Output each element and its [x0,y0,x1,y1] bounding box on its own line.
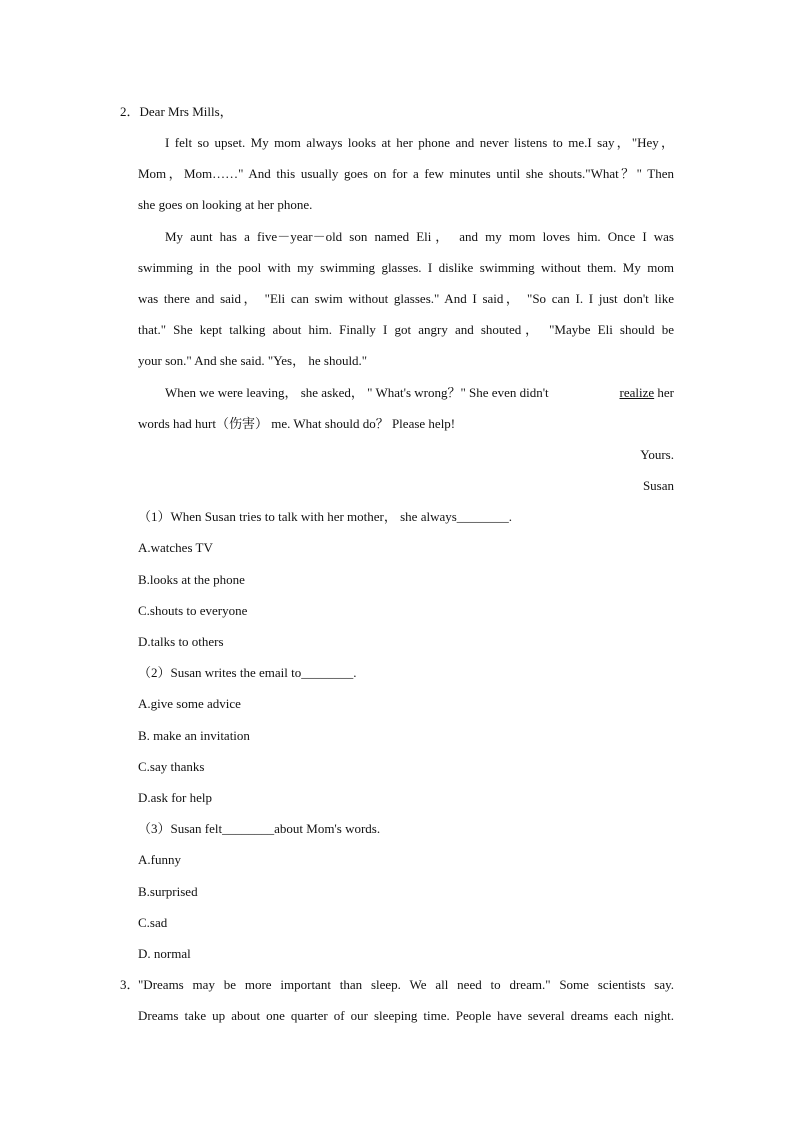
q3-option-a: A.funny [138,852,181,867]
q1-option-b: B.looks at the phone [138,572,245,587]
q2-salutation: Dear Mrs Mills， [139,104,233,119]
q1-option-c: C.shouts to everyone [138,603,248,618]
q2-option-c: C.say thanks [138,759,205,774]
letter-p2-line3: was there and said， "Eli can swim without glasses." And I said， "So can I. I just don't like [138,291,674,306]
letter-signature: Susan [642,478,674,493]
letter-p3-line2: words had hurt（伤害） me. What should do？ Please help! [138,416,456,431]
q2-number: 2． [120,104,140,119]
letter-p1-line2: Mom，Mom……" And this usually goes on for a few minutes until she shouts."What？" Then [138,166,674,181]
q2-option-d: D.ask for help [138,790,213,805]
underlined-word: realize [619,385,655,400]
letter-p2-line2: swimming in the pool with my swimming glasses. I dislike swimming without them. My mom [138,260,674,275]
q3-option-c: C.sad [138,915,168,930]
q2-option-a: A.give some advice [138,696,241,711]
letter-p1-line1: I felt so upset. My mom always looks at her phone and never listens to me.I say，"Hey， [165,135,674,150]
q1-option-a: A.watches TV [138,540,213,555]
letter-p3-line1-text: When we were leaving， she asked， " What's wrong？" She even didn't [165,385,549,400]
question-2-stem: （2）Susan writes the email to________. [138,665,357,680]
question-3-stem: （3）Susan felt________about Mom's words. [138,821,381,836]
q3-line1-text: "Dreams may be more important than sleep. We all need to dream." Some scientists say. [138,977,674,992]
letter-p2-line1: My aunt has a five－year－old son named Eli， and my mom loves him. Once I was [165,229,674,244]
letter-p1-line3: she goes on looking at her phone. [138,197,313,212]
letter-closing: Yours. [640,447,674,462]
question-1-stem: （1）When Susan tries to talk with her mother， she always________. [138,509,513,524]
q2-option-b: B. make an invitation [138,728,250,743]
q2-header [120,104,674,120]
letter-p2-line4: that." She kept talking about him. Finally I got angry and shouted， "Maybe Eli should be [138,322,674,337]
q3-number: 3． [120,977,140,992]
letter-p2-line5: your son." And she said. "Yes， he should." [138,353,368,368]
q3-line1 [120,977,674,993]
q3-option-b: B.surprised [138,884,198,899]
letter-p3-line1-end: her [657,385,674,400]
q3-option-d: D. normal [138,946,191,961]
q1-option-d: D.talks to others [138,634,224,649]
q3-line2: Dreams take up about one quarter of our sleeping time. People have several dreams each night. [138,1008,674,1023]
letter-p3-line1 [165,385,674,401]
